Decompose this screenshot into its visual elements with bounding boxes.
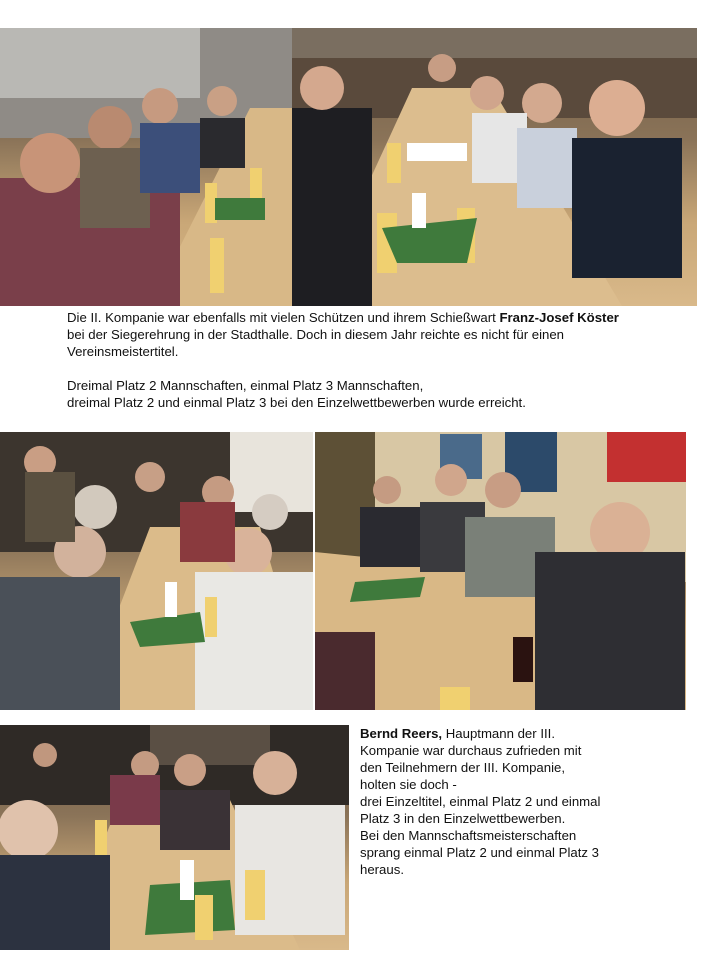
name-franz-josef-koester: Franz-Josef Köster (499, 310, 619, 325)
paragraph-line-9: heraus. (360, 862, 404, 877)
paragraph-ii-kompanie: Die II. Kompanie war ebenfalls mit vielen Schützen und ihrem Schießwart Franz-Josef Köster bei der Siegerehrung in der Stadthalle. Doch in diesem Jahr reichte es nicht für einen Vereinsmeistertitel. (67, 310, 619, 359)
photo-middle-right (315, 432, 686, 710)
paragraph-line-2: Kompanie war durchaus zufrieden mit (360, 743, 582, 758)
paragraph-line-5: drei Einzeltitel, einmal Platz 2 und einmal (360, 794, 601, 809)
photo-middle-left (0, 432, 313, 710)
photo-top-right (292, 28, 697, 306)
photo-top-left (0, 28, 292, 306)
paragraph-line-3: den Teilnehmern der III. Kompanie, (360, 760, 566, 775)
paragraph-results-line-2: dreimal Platz 2 und einmal Platz 3 bei den Einzelwettbewerben wurde erreicht. (67, 395, 526, 410)
paragraph-results-line-1: Dreimal Platz 2 Mannschaften, einmal Platz 3 Mannschaften, (67, 378, 424, 393)
photo-bottom-left (0, 725, 349, 950)
paragraph-line-8: sprang einmal Platz 2 und einmal Platz 3 (360, 845, 599, 860)
paragraph-line-7: Bei den Mannschaftsmeisterschaften (360, 828, 577, 843)
paragraph-section-3 (360, 725, 700, 878)
paragraph-line-6: Platz 3 in den Einzelwettbewerben. (360, 811, 566, 826)
paragraph-line-4: holten sie doch - (360, 777, 457, 792)
paragraph-section-2 (67, 309, 637, 411)
name-bernd-reers: Bernd Reers, (360, 726, 443, 741)
paragraph-line-1: Bernd Reers, Hauptmann der III. (360, 726, 555, 741)
